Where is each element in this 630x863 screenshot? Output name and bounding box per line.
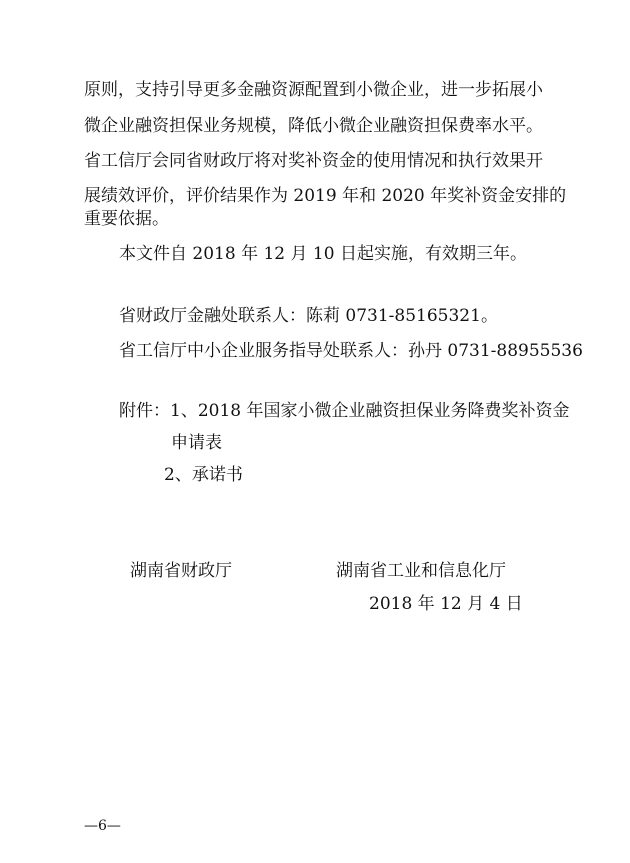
paragraph-line-3: 省工信厅会同省财政厅将对奖补资金的使用情况和执行效果开 <box>84 151 543 171</box>
page-number: —6— <box>84 818 121 834</box>
signature-date: 2018 年 12 月 4 日 <box>369 594 523 614</box>
attachment-item-1-continued: 申请表 <box>171 433 222 453</box>
paragraph-line-2: 微企业融资担保业务规模，降低小微企业融资担保费率水平。 <box>84 116 543 136</box>
paragraph-line-1: 原则，支持引导更多金融资源配置到小微企业，进一步拓展小 <box>84 80 543 100</box>
paragraph-line-4: 展绩效评价，评价结果作为 2019 年和 2020 年奖补资金安排的 <box>84 186 567 206</box>
attachment-item-1: 附件：1、2018 年国家小微企业融资担保业务降费奖补资金 <box>119 401 570 421</box>
attachment-item-2: 2、承诺书 <box>164 465 243 485</box>
signature-industry-dept: 湖南省工业和信息化厅 <box>336 561 506 581</box>
finance-contact: 省财政厅金融处联系人：陈莉 0731-85165321。 <box>119 306 498 326</box>
paragraph-line-5: 重要依据。 <box>84 209 169 229</box>
signature-finance-dept: 湖南省财政厅 <box>130 561 232 581</box>
industry-contact: 省工信厅中小企业服务指导处联系人：孙丹 0731-88955536 <box>119 341 583 361</box>
effective-date-text: 本文件自 2018 年 12 月 10 日起实施，有效期三年。 <box>119 244 527 264</box>
